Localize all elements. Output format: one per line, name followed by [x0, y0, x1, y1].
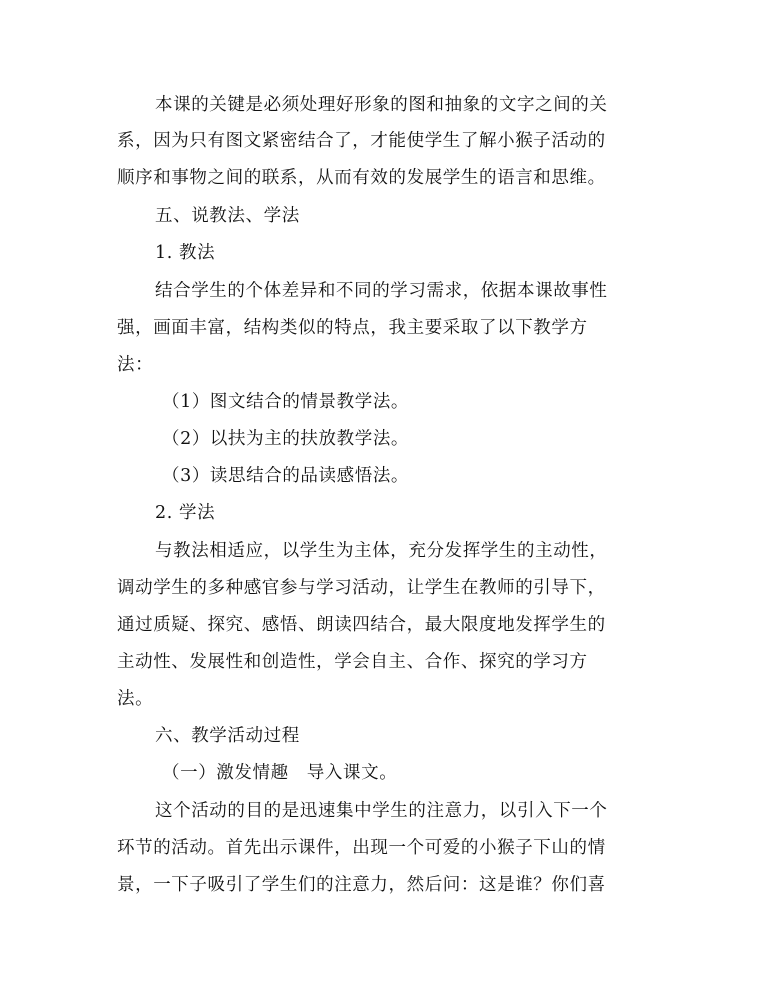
paragraph-line: 这个活动的目的是迅速集中学生的注意力，以引入下一个	[155, 801, 608, 821]
paragraph-line: 强，画面丰富，结构类似的特点，我主要采取了以下教学方	[117, 318, 588, 338]
paragraph-line: 系，因为只有图文紧密结合了，才能使学生了解小猴子活动的	[117, 131, 606, 151]
list-item: （1）图文结合的情景教学法。	[162, 392, 410, 412]
subsection-heading: 1. 教法	[155, 243, 216, 263]
list-item: （3）读思结合的品读感悟法。	[162, 466, 410, 486]
paragraph-line: 结合学生的个体差异和不同的学习需求，依据本课故事性	[155, 281, 608, 301]
subsection-heading: 2. 学法	[155, 503, 216, 523]
paragraph-line: 本课的关键是必须处理好形象的图和抽象的文字之间的关	[155, 95, 608, 115]
section-heading: 五、说教法、学法	[155, 206, 300, 226]
paragraph-line: 主动性、发展性和创造性，学会自主、合作、探究的学习方	[117, 652, 588, 672]
paragraph-line: 调动学生的多种感官参与学习活动，让学生在教师的引导下，	[117, 578, 606, 598]
subsection-heading: （一）激发情趣 导入课文。	[162, 763, 398, 783]
paragraph-line: 景，一下子吸引了学生们的注意力，然后问：这是谁？你们喜	[117, 875, 606, 895]
paragraph-line: 法。	[117, 689, 154, 709]
paragraph-line: 通过质疑、探究、感悟、朗读四结合，最大限度地发挥学生的	[117, 615, 606, 635]
paragraph-line: 环节的活动。首先出示课件，出现一个可爱的小猴子下山的情	[117, 838, 606, 858]
list-item: （2）以扶为主的扶放教学法。	[162, 429, 410, 449]
paragraph-line: 法：	[117, 355, 154, 375]
paragraph-line: 与教法相适应，以学生为主体，充分发挥学生的主动性，	[155, 541, 608, 561]
section-heading: 六、教学活动过程	[155, 726, 300, 746]
paragraph-line: 顺序和事物之间的联系，从而有效的发展学生的语言和思维。	[117, 168, 606, 188]
